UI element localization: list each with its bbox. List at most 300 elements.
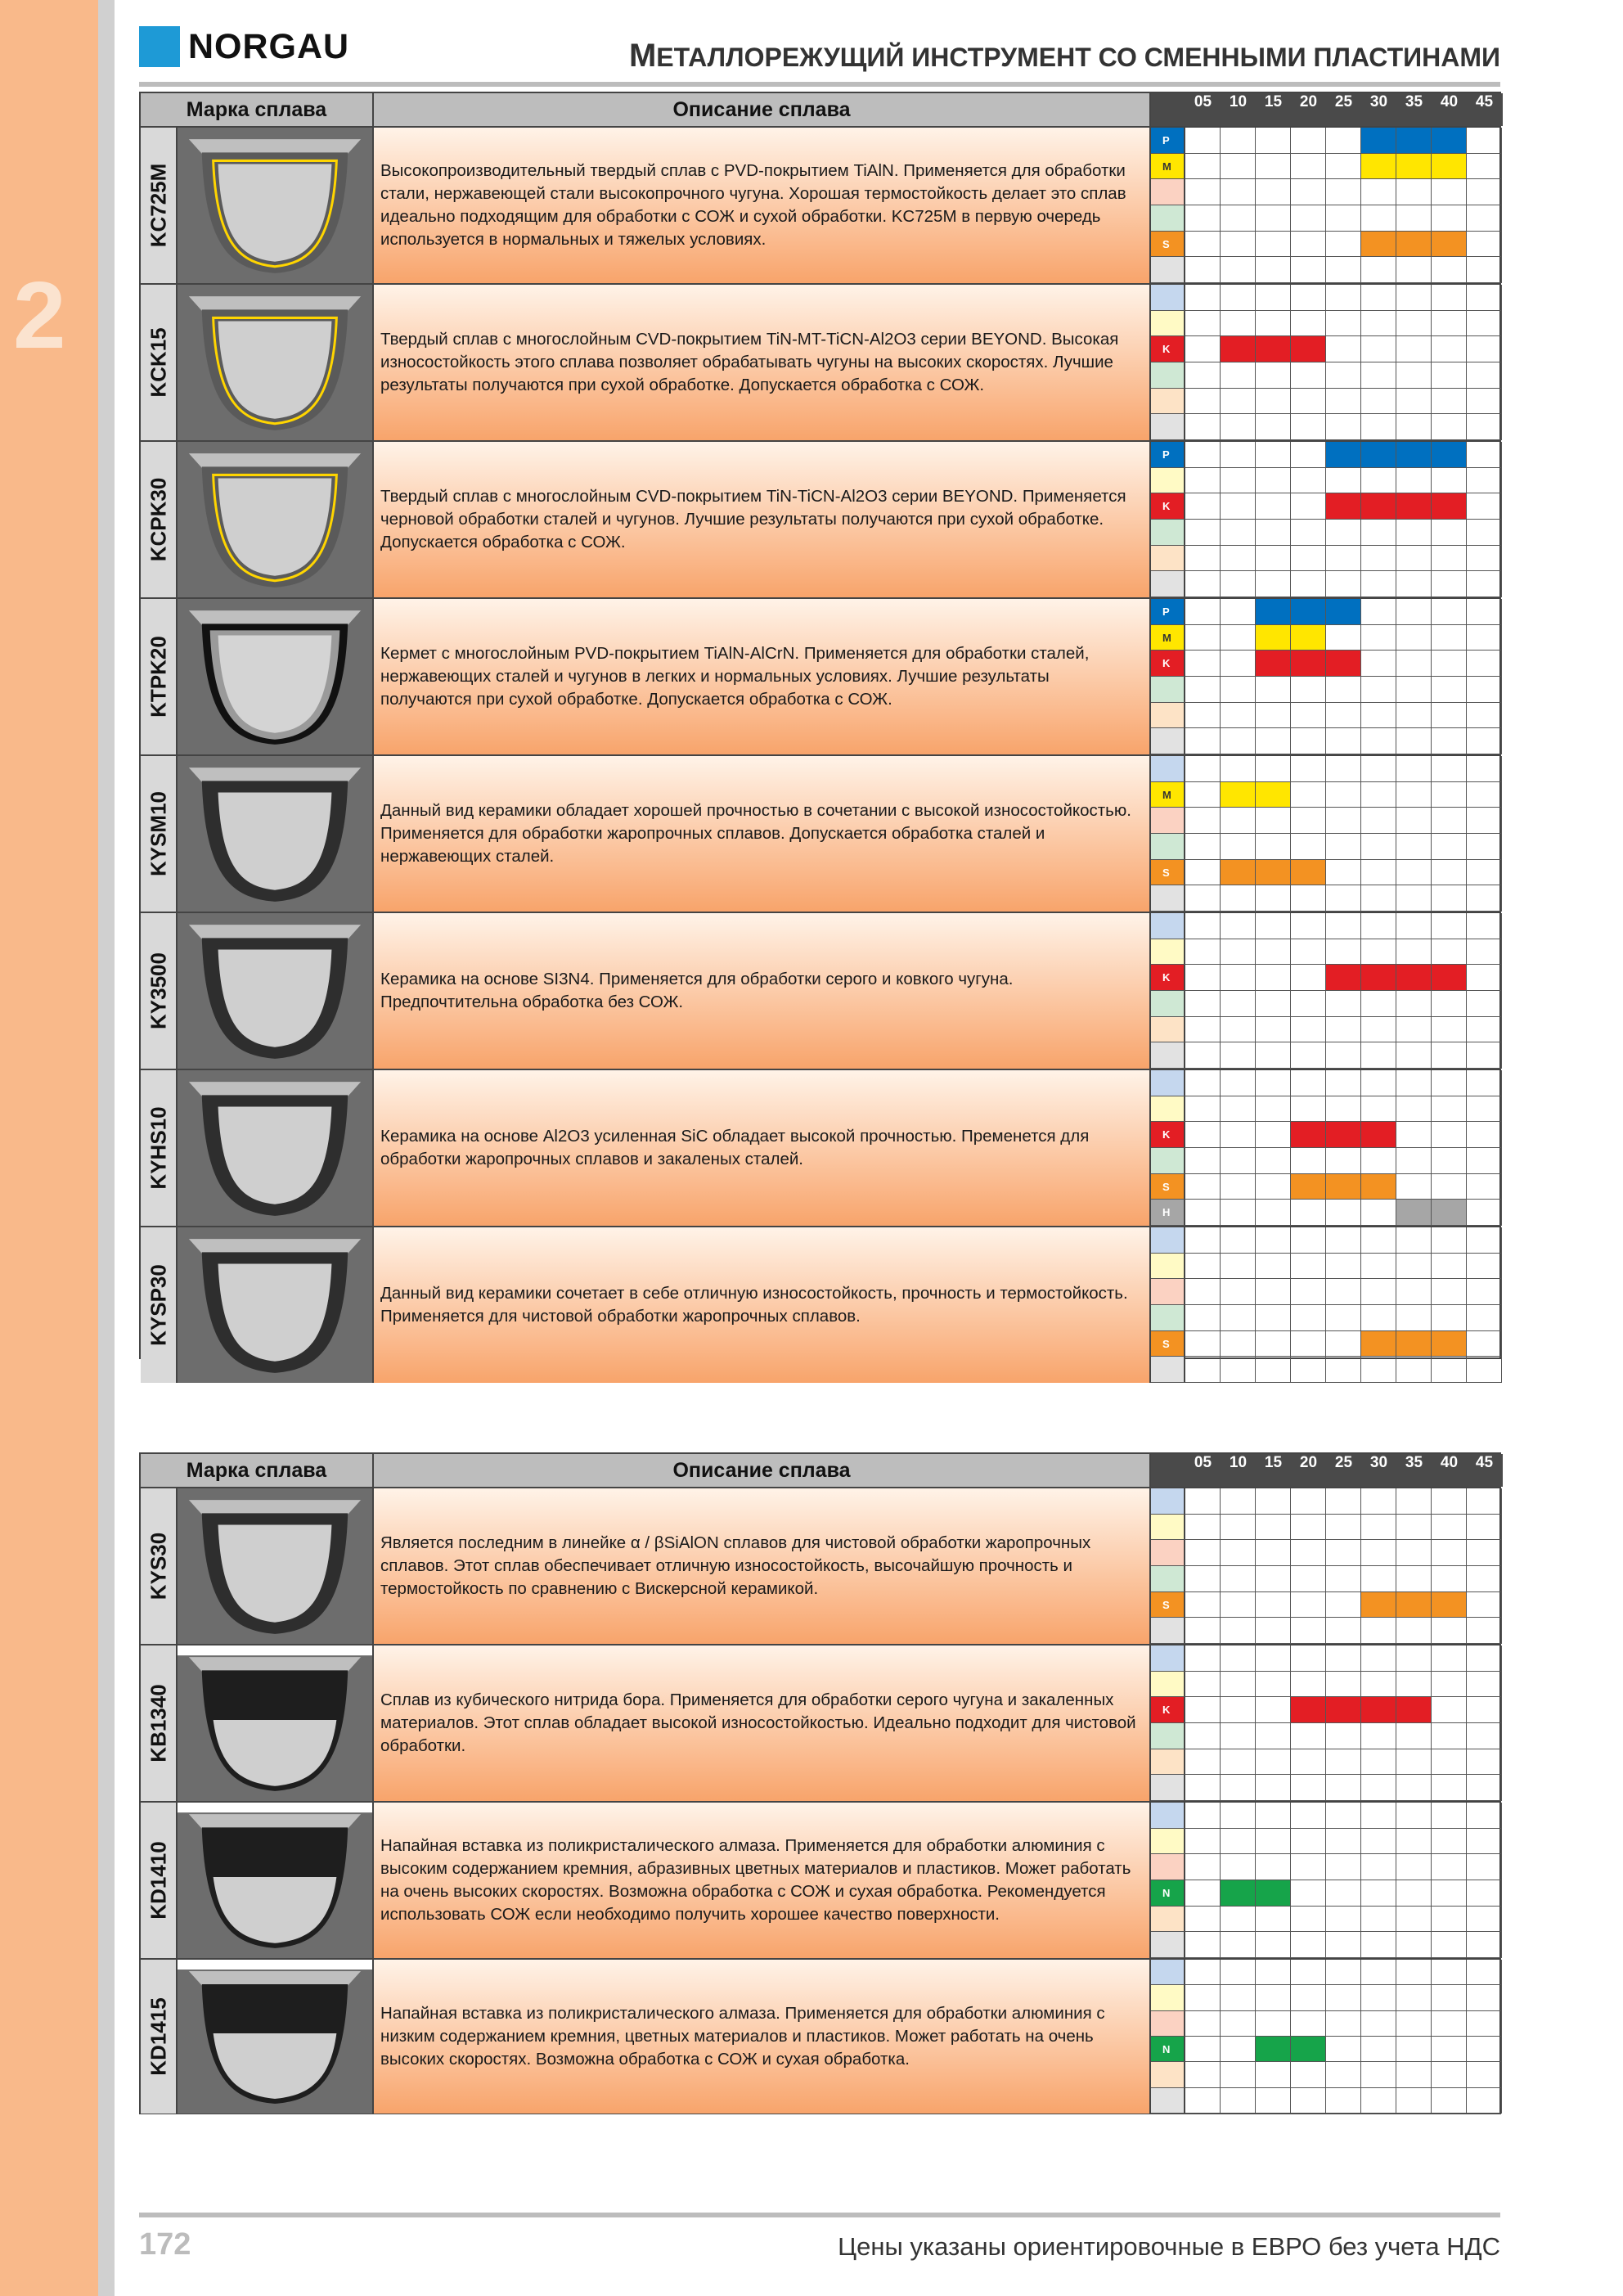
range-cell [1361, 1488, 1396, 1515]
range-cell [1326, 1174, 1361, 1200]
material-group-marker [1151, 1017, 1185, 1043]
range-cell [1361, 1645, 1396, 1672]
range-cell [1361, 1907, 1396, 1933]
range-cell [1291, 2088, 1326, 2114]
alloy-description: Керамика на основе Al2O3 усиленная SiC обладает высокой прочностью. Пременется для обработки жаропрочных сплавов и закаленых сталей. [380, 1127, 1090, 1168]
range-cell [1396, 442, 1432, 468]
range-cell [1221, 1357, 1256, 1383]
range-cell [1467, 2037, 1502, 2062]
range-cell [1432, 703, 1467, 729]
range-cell [1396, 520, 1432, 546]
range-cell [1185, 991, 1221, 1017]
range-cell [1396, 1645, 1432, 1672]
range-cell [1467, 468, 1502, 494]
range-cell [1326, 128, 1361, 154]
alloy-table-1 [139, 92, 1501, 1359]
application-grid [1151, 128, 1503, 283]
alloy-name-cell [141, 1960, 178, 2114]
range-cell [1291, 1645, 1326, 1672]
range-cell [1185, 1803, 1221, 1829]
range-cell [1467, 1854, 1502, 1880]
material-group-marker [1151, 1148, 1185, 1174]
range-cell [1185, 414, 1221, 440]
range-cell [1467, 285, 1502, 311]
range-cell [1361, 1122, 1396, 1148]
insert-illustration-icon [178, 1070, 374, 1226]
range-cell [1326, 1566, 1361, 1592]
range-cell [1326, 1775, 1361, 1801]
range-cell [1361, 860, 1396, 886]
alloy-name: KB1340 [146, 1684, 170, 1763]
range-cell [1256, 1592, 1291, 1618]
range-cell [1291, 782, 1326, 808]
alloy-name: KD1415 [146, 1997, 170, 2076]
range-cell [1432, 468, 1467, 494]
range-cell [1326, 1880, 1361, 1907]
range-cell [1221, 991, 1256, 1017]
range-cell [1291, 1227, 1326, 1254]
range-cell [1256, 414, 1291, 440]
range-cell [1256, 651, 1291, 677]
range-cell [1326, 1305, 1361, 1331]
range-label: 10 [1229, 93, 1248, 110]
application-grid [1151, 1488, 1503, 1644]
range-cell [1326, 1515, 1361, 1541]
range-cell [1432, 1305, 1467, 1331]
range-cell [1432, 991, 1467, 1017]
range-cell [1291, 1515, 1326, 1541]
material-group-marker [1151, 913, 1185, 939]
range-cell [1291, 2011, 1326, 2037]
range-cell [1361, 1880, 1396, 1907]
range-cell [1396, 1672, 1432, 1698]
range-cell [1361, 1070, 1396, 1096]
range-cell [1291, 834, 1326, 860]
alloy-description-cell [374, 1227, 1151, 1383]
range-cell [1185, 1645, 1221, 1672]
range-cell [1467, 1174, 1502, 1200]
range-cell [1432, 1096, 1467, 1123]
range-cell [1185, 1907, 1221, 1933]
range-cell [1326, 1932, 1361, 1958]
material-group-marker [1151, 1566, 1185, 1592]
material-group-marker [1151, 1515, 1185, 1541]
range-cell [1361, 1932, 1396, 1958]
range-cell [1396, 1960, 1432, 1985]
range-cell [1185, 1279, 1221, 1305]
range-cell [1185, 1618, 1221, 1644]
page-number: 172 [139, 2227, 191, 2262]
range-cell [1396, 625, 1432, 651]
range-cell [1256, 1985, 1291, 2010]
material-group-marker [1151, 756, 1185, 782]
range-cell [1396, 2088, 1432, 2114]
range-cell [1467, 1279, 1502, 1305]
range-cell [1361, 913, 1396, 939]
range-cell [1361, 703, 1396, 729]
alloy-row [141, 126, 1499, 283]
range-cell [1185, 1880, 1221, 1907]
alloy-description: Твердый сплав с многослойным CVD-покрытием TiN-TiCN-Al2O3 серии BEYOND. Применяется черновой обработки сталей и чугунов. Лучшие результаты получаются при сухой обработке. Допускается обработка с СОЖ. [380, 487, 1126, 551]
range-cell [1291, 468, 1326, 494]
range-cell [1326, 468, 1361, 494]
range-cell [1396, 1070, 1432, 1096]
range-cell [1361, 1803, 1396, 1829]
range-cell [1396, 128, 1432, 154]
range-cell [1256, 1829, 1291, 1855]
range-cell [1361, 885, 1396, 912]
alloy-name-cell [141, 1803, 178, 1958]
range-cell [1291, 1723, 1326, 1749]
range-cell [1326, 965, 1361, 991]
range-cell [1361, 834, 1396, 860]
title-initial: М [628, 38, 657, 74]
range-cell [1221, 599, 1256, 625]
range-cell [1326, 885, 1361, 912]
range-cell [1291, 1331, 1326, 1357]
range-cell [1432, 1960, 1467, 1985]
range-cell [1185, 362, 1221, 389]
material-group-marker [1151, 1829, 1185, 1855]
range-cell [1221, 965, 1256, 991]
range-cell [1256, 128, 1291, 154]
range-cell [1432, 1854, 1467, 1880]
range-cell [1221, 756, 1256, 782]
range-cell [1291, 1070, 1326, 1096]
range-cell [1361, 1042, 1396, 1069]
material-group-marker: K [1151, 1122, 1185, 1148]
range-cell [1291, 965, 1326, 991]
alloy-row [141, 440, 1499, 597]
range-cell [1396, 860, 1432, 886]
range-cell [1467, 1645, 1502, 1672]
range-cell [1432, 1592, 1467, 1618]
table-header [141, 1454, 1499, 1487]
range-cell [1396, 703, 1432, 729]
alloy-name-cell [141, 1227, 178, 1383]
range-cell [1396, 1042, 1432, 1069]
range-cell [1221, 885, 1256, 912]
range-cell [1361, 651, 1396, 677]
range-cell [1291, 1775, 1326, 1801]
range-label: 30 [1369, 93, 1388, 110]
alloy-description-cell [374, 1070, 1151, 1226]
range-cell [1467, 728, 1502, 754]
range-cell [1256, 1723, 1291, 1749]
range-cell [1185, 756, 1221, 782]
description-header: Описание сплава [374, 93, 1151, 126]
range-cell [1432, 1803, 1467, 1829]
alloy-row [141, 1801, 1499, 1958]
range-cell [1256, 1775, 1291, 1801]
material-group-marker [1151, 257, 1185, 283]
insert-illustration-icon [178, 1488, 374, 1644]
range-cell [1256, 808, 1291, 834]
range-cell [1432, 1723, 1467, 1749]
range-cell [1221, 1042, 1256, 1069]
range-cell [1185, 2062, 1221, 2087]
range-cell [1256, 1488, 1291, 1515]
range-cell [1326, 154, 1361, 180]
range-cell [1432, 546, 1467, 572]
range-cell [1432, 179, 1467, 205]
range-cell [1361, 991, 1396, 1017]
range-cell [1432, 1540, 1467, 1566]
material-group-marker [1151, 728, 1185, 754]
range-cell [1256, 1932, 1291, 1958]
range-cell [1291, 1254, 1326, 1280]
range-cell [1185, 571, 1221, 597]
range-cell [1396, 336, 1432, 362]
range-cell [1256, 154, 1291, 180]
range-cell [1256, 728, 1291, 754]
range-cell [1432, 257, 1467, 283]
range-cell [1432, 1566, 1467, 1592]
range-cell [1361, 154, 1396, 180]
range-cell [1185, 128, 1221, 154]
material-group-marker [1151, 703, 1185, 729]
material-group-marker: N [1151, 2037, 1185, 2062]
alloy-description: Напайная вставка из поликристалического алмаза. Применяется для обработки алюминия с низким содержанием кремния, цветных материалов и пластиков. Может работать на очень высоких скоростях. Возможна обработка с СОЖ и сухая обработка. [380, 2004, 1105, 2069]
application-grid [1151, 442, 1503, 597]
range-cell [1256, 913, 1291, 939]
range-cell [1361, 311, 1396, 337]
range-cell [1361, 1723, 1396, 1749]
range-cell [1432, 1618, 1467, 1644]
material-group-marker: P [1151, 442, 1185, 468]
range-label: 20 [1299, 1454, 1318, 1471]
range-cell [1396, 1357, 1432, 1383]
range-cell [1291, 939, 1326, 966]
range-cell [1361, 1829, 1396, 1855]
range-cell [1256, 677, 1291, 703]
range-cell [1396, 677, 1432, 703]
range-cell [1467, 205, 1502, 232]
application-grid [1151, 599, 1503, 754]
range-cell [1185, 1357, 1221, 1383]
range-cell [1221, 1096, 1256, 1123]
range-cell [1256, 257, 1291, 283]
range-cell [1432, 442, 1467, 468]
range-cell [1291, 1488, 1326, 1515]
material-group-marker [1151, 1723, 1185, 1749]
range-cell [1396, 1854, 1432, 1880]
range-cell [1432, 860, 1467, 886]
range-label: 20 [1299, 93, 1318, 110]
alloy-description: Данный вид керамики сочетает в себе отличную износостойкость, прочность и термостойкость. Применяется для чистовой обработки жаропрочных сплавов. [380, 1284, 1128, 1326]
range-cell [1221, 2062, 1256, 2087]
range-cell [1326, 677, 1361, 703]
range-cell [1256, 1672, 1291, 1698]
range-cell [1361, 546, 1396, 572]
range-cell [1361, 1749, 1396, 1776]
range-cell [1291, 128, 1326, 154]
range-cell [1467, 389, 1502, 415]
alloy-name: KY3500 [146, 952, 170, 1029]
range-cell [1291, 205, 1326, 232]
range-cell [1432, 1749, 1467, 1776]
range-cell [1361, 1672, 1396, 1698]
range-cell [1361, 599, 1396, 625]
range-label: 10 [1229, 1454, 1248, 1471]
material-group-marker [1151, 1305, 1185, 1331]
material-group-marker [1151, 1645, 1185, 1672]
range-cell [1256, 703, 1291, 729]
range-cell [1326, 336, 1361, 362]
range-cell [1326, 1540, 1361, 1566]
range-cell [1291, 2062, 1326, 2087]
range-cell [1185, 651, 1221, 677]
range-cell [1221, 232, 1256, 258]
range-cell [1361, 677, 1396, 703]
range-cell [1221, 389, 1256, 415]
range-cell [1467, 1331, 1502, 1357]
material-group-marker [1151, 546, 1185, 572]
range-cell [1432, 599, 1467, 625]
range-cell [1185, 1096, 1221, 1123]
range-cell [1467, 1227, 1502, 1254]
range-cell [1291, 1200, 1326, 1226]
range-cell [1291, 1357, 1326, 1383]
range-cell [1256, 2037, 1291, 2062]
range-cell [1326, 1749, 1361, 1776]
range-cell [1326, 703, 1361, 729]
range-cell [1396, 571, 1432, 597]
range-cell [1256, 1854, 1291, 1880]
range-cell [1326, 1331, 1361, 1357]
alloy-row [141, 1226, 1499, 1383]
range-cell [1221, 677, 1256, 703]
range-cell [1326, 493, 1361, 520]
range-cell [1361, 965, 1396, 991]
range-cell [1326, 1618, 1361, 1644]
page-title [629, 38, 1500, 74]
application-grid [1151, 285, 1503, 440]
range-cell [1467, 1200, 1502, 1226]
range-cell [1396, 546, 1432, 572]
range-cell [1221, 1854, 1256, 1880]
range-cell [1291, 1697, 1326, 1723]
range-cell [1467, 991, 1502, 1017]
range-cell [1185, 1017, 1221, 1043]
range-cell [1361, 1279, 1396, 1305]
range-cell [1432, 1697, 1467, 1723]
range-cell [1361, 1985, 1396, 2010]
insert-illustration-icon [178, 128, 374, 283]
range-cell [1467, 1932, 1502, 1958]
alloy-name-cell [141, 1645, 178, 1801]
range-cell [1221, 1017, 1256, 1043]
material-group-marker [1151, 677, 1185, 703]
range-cell [1256, 1096, 1291, 1123]
range-cell [1467, 1515, 1502, 1541]
range-cell [1467, 232, 1502, 258]
range-cell [1326, 1017, 1361, 1043]
range-cell [1221, 1070, 1256, 1096]
range-cell [1361, 336, 1396, 362]
range-cell [1467, 1618, 1502, 1644]
range-cell [1326, 808, 1361, 834]
range-cell [1326, 571, 1361, 597]
range-cell [1396, 1592, 1432, 1618]
range-cell [1185, 1305, 1221, 1331]
range-cell [1361, 728, 1396, 754]
range-cell [1432, 1880, 1467, 1907]
range-cell [1467, 808, 1502, 834]
range-cell [1185, 1540, 1221, 1566]
range-cell [1221, 362, 1256, 389]
range-cell [1467, 257, 1502, 283]
range-cell [1185, 1200, 1221, 1226]
material-group-marker [1151, 1672, 1185, 1698]
range-cell [1467, 1017, 1502, 1043]
range-cell [1432, 1829, 1467, 1855]
range-cell [1432, 520, 1467, 546]
range-cell [1326, 1697, 1361, 1723]
insert-illustration-icon [178, 442, 374, 597]
range-cell [1185, 1227, 1221, 1254]
material-group-marker: K [1151, 1697, 1185, 1723]
range-cell [1221, 834, 1256, 860]
range-cell [1221, 1749, 1256, 1776]
range-cell [1467, 1880, 1502, 1907]
range-cell [1256, 1540, 1291, 1566]
range-cell [1361, 756, 1396, 782]
range-cell [1185, 939, 1221, 966]
range-cell [1256, 1254, 1291, 1280]
material-group-marker [1151, 1096, 1185, 1123]
range-cell [1467, 625, 1502, 651]
range-cell [1396, 1305, 1432, 1331]
range-cell [1432, 1122, 1467, 1148]
range-cell [1396, 1515, 1432, 1541]
range-cell [1326, 1723, 1361, 1749]
material-group-marker [1151, 885, 1185, 912]
range-cell [1256, 965, 1291, 991]
range-cell [1326, 285, 1361, 311]
range-cell [1291, 1566, 1326, 1592]
material-group-marker: M [1151, 625, 1185, 651]
range-cell [1221, 1148, 1256, 1174]
material-group-marker [1151, 1907, 1185, 1933]
range-cell [1185, 703, 1221, 729]
range-cell [1361, 1566, 1396, 1592]
range-cell [1256, 1174, 1291, 1200]
range-cell [1432, 1254, 1467, 1280]
range-cell [1467, 703, 1502, 729]
range-cell [1396, 1803, 1432, 1829]
range-cell [1185, 599, 1221, 625]
range-cell [1256, 179, 1291, 205]
range-cell [1256, 1042, 1291, 1069]
range-cell [1467, 1592, 1502, 1618]
range-cell [1326, 1645, 1361, 1672]
alloy-grade-header: Марка сплава [141, 93, 374, 126]
range-cell [1361, 468, 1396, 494]
range-cell [1221, 782, 1256, 808]
range-cell [1396, 1932, 1432, 1958]
range-cell [1396, 362, 1432, 389]
range-cell [1467, 571, 1502, 597]
range-cell [1432, 651, 1467, 677]
range-cell [1256, 311, 1291, 337]
range-cell [1221, 939, 1256, 966]
alloy-name-cell [141, 599, 178, 754]
range-cell [1291, 336, 1326, 362]
range-cell [1291, 442, 1326, 468]
application-grid [1151, 1803, 1503, 1958]
range-cell [1291, 389, 1326, 415]
